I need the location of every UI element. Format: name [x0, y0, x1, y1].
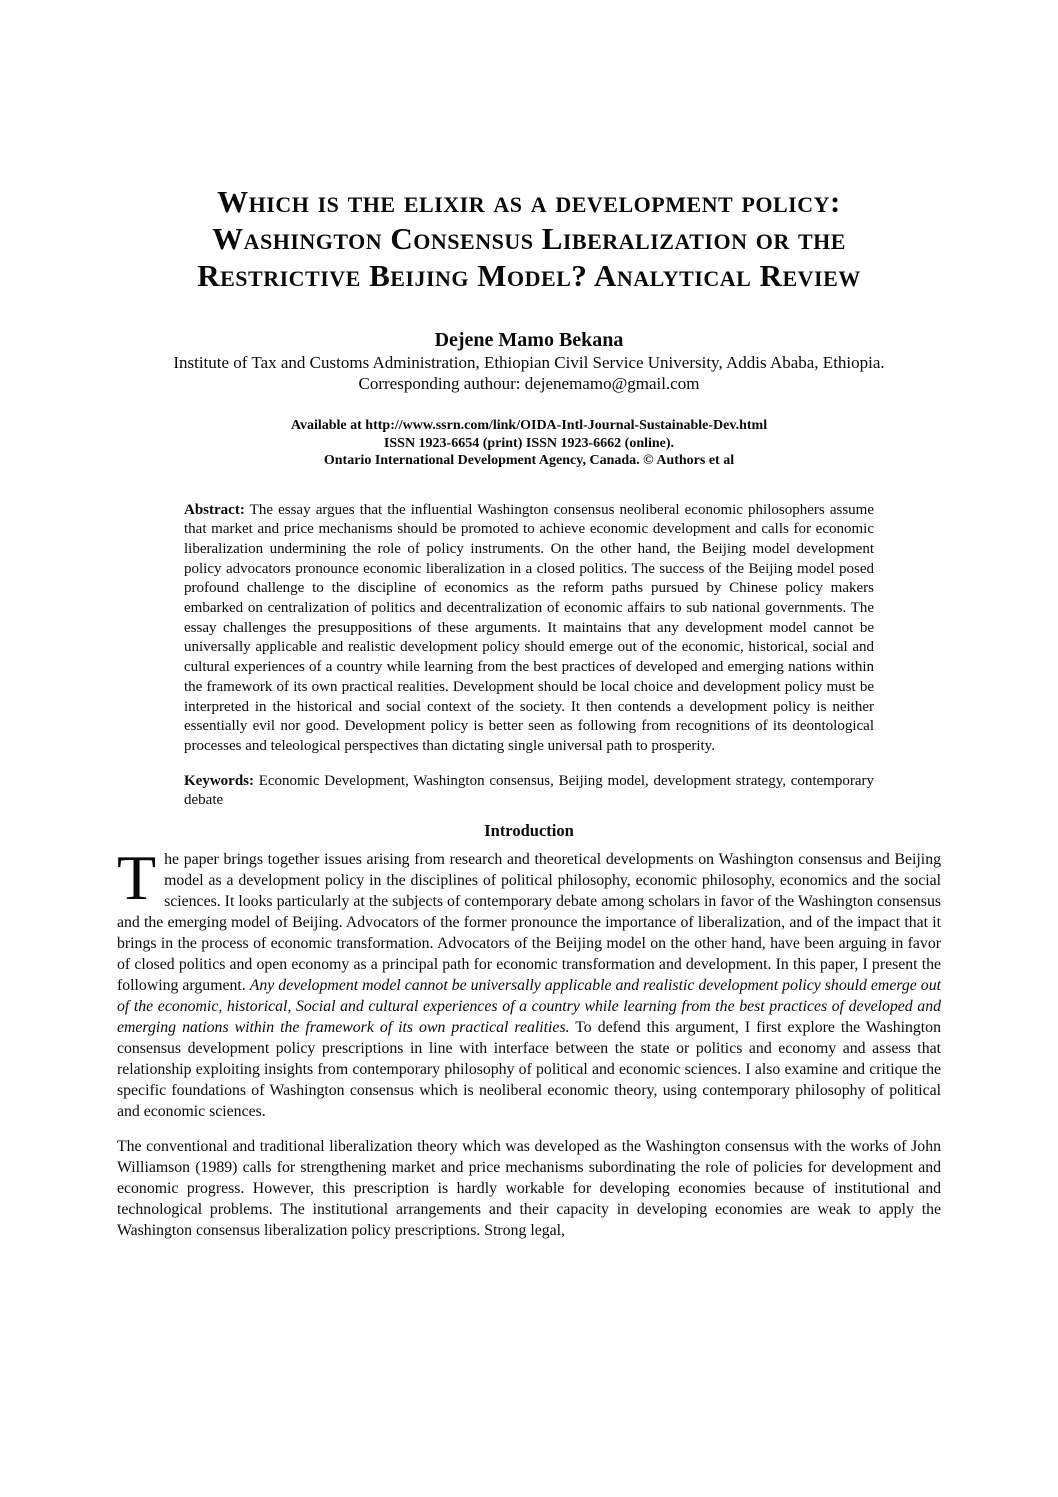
author-affiliation: Institute of Tax and Customs Administration, Ethiopian Civil Service University, Addis Ababa, Ethiopia.: [173, 353, 885, 372]
abstract-text: The essay argues that the influential Washington consensus neoliberal economic philosophers assume that market and price mechanisms should be promoted to achieve economic development and calls for economic liberalization undermining the role of policy instruments. On the other hand, the Beijing model development policy advocators pronounce economic liberalization in a closed politics. The success of the Beijing model posed profound challenge to the discipline of economics as the reform paths pursued by Chinese policy makers embarked on centralization of politics and decentralization of economic affairs to sub national governments. The essay challenges the presuppositions of these arguments. It maintains that any development model cannot be universally applicable and realistic development policy should emerge out of the economic, historical, social and cultural experiences of a country while learning from the best practices of developed and emerging nations within the framework of its own practical realities. Development should be local choice and development policy must be interpreted in the historical and social context of the society. It then contends a development policy is neither essentially evil nor good. Development policy is better seen as following from recognitions of its deontological processes and teleological perspectives than dictating single universal path to prosperity.: [184, 501, 874, 754]
paper-title-line-3: Restrictive Beijing Model? Analytical Review: [197, 258, 861, 293]
keywords: [184, 772, 874, 811]
paper-title-line-1: Which is the elixir as a development policy:: [217, 184, 841, 219]
publication-info: [0, 417, 1058, 470]
paper-title-line-2: Washington Consensus Liberalization or the: [212, 221, 846, 256]
corresponding-author-email: Corresponding authour: dejenemamo@gmail.com: [358, 374, 700, 393]
intro-paragraph-2: The conventional and traditional liberalization theory which was developed as the Washington consensus with the works of John Williamson (1989) calls for strengthening market and price mechanisms subordinating the role of policies for development and economic progress. However, this prescription is hardly workable for developing economies because of institutional and technological problems. The institutional arrangements and their capacity in developing economies are weak to apply the Washington consensus liberalization policy prescriptions. Strong legal,: [117, 1138, 941, 1240]
paper-title: [117, 183, 941, 294]
drop-cap: T: [117, 842, 157, 914]
section-heading-introduction: Introduction: [484, 821, 574, 841]
intro-paragraph-1-text: he paper brings together issues arising from research and theoretical developments on Washington consensus and Beijing model as a development policy in the disciplines of political philosophy, economic philosophy, economics and the social sciences. It looks particularly at the subjects of contemporary debate among scholars in favor of the Washington consensus and the emerging model of Beijing. Advocators of the former pronounce the importance of liberalization, and of the impact that it brings in the process of economic transformation. Advocators of the Beijing model on the other hand, have been arguing in favor of closed politics and open economy as a principal path for economic transformation and development. In this paper, I present the following argument.: [117, 851, 941, 995]
author-name: Dejene Mamo Bekana: [434, 329, 624, 351]
issn-line: ISSN 1923-6654 (print) ISSN 1923-6662 (online).: [383, 435, 675, 451]
keywords-label: Keywords:: [184, 772, 254, 789]
abstract: [184, 501, 874, 757]
intro-paragraph-1: [117, 842, 941, 1122]
publisher-copyright-line: Ontario International Development Agency, Canada. © Authors et al: [323, 453, 735, 468]
availability-url: Available at http://www.ssrn.com/link/OIDA-Intl-Journal-Sustainable-Dev.html: [290, 418, 768, 433]
abstract-label: Abstract:: [184, 501, 245, 518]
intro-paragraph-1-thesis-italic: Any development model cannot be universally applicable and realistic development policy should emerge out of the economic, historical, Social and cultural experiences of a country while learning from the best practices of developed and emerging nations within the framework of its own practical realities.: [117, 977, 941, 1037]
keywords-text: Economic Development, Washington consensus, Beijing model, development strategy, contemporary debate: [184, 772, 875, 809]
intro-paragraph-1-text-after: To defend this argument, I first explore the Washington consensus development policy prescriptions in line with interface between the state or politics and economy and assess that relationship exploiting insights from contemporary philosophy of political and economic sciences. I also examine and critique the specific foundations of Washington consensus which is neoliberal economic theory, using contemporary philosophy of political and economic sciences.: [117, 1019, 941, 1121]
